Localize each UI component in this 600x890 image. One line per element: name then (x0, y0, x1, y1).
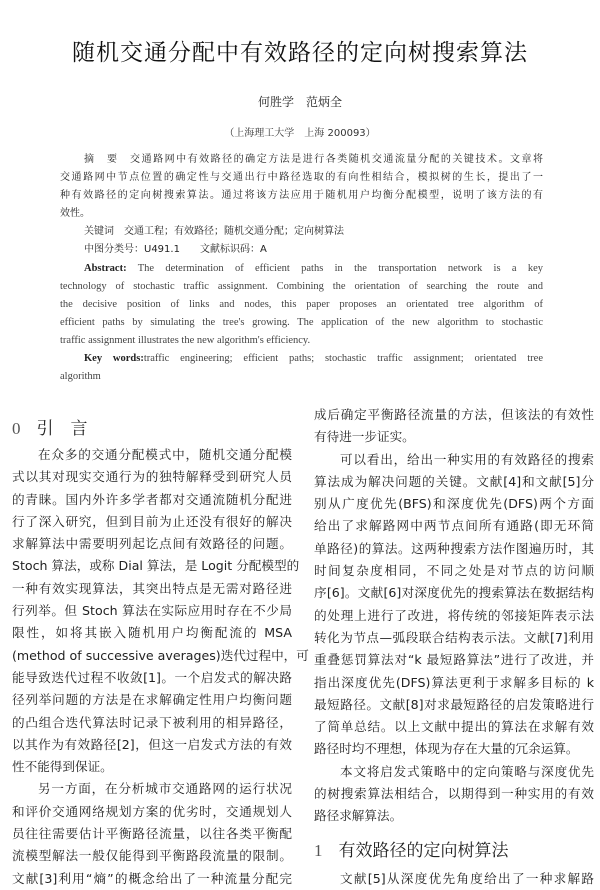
body-line: (method of successive averages)迭代过程中，可 (12, 647, 309, 663)
body-line: 限性，如将其嵌入随机用户均衡配流的 MSA (12, 625, 292, 641)
body-line: 可以看出，给出一种实用的有效路径的搜索 (340, 451, 594, 467)
abstract-line: traffic assignment illustrates the new algorithm's efficiency. (60, 335, 311, 346)
abstract-en (60, 260, 543, 386)
body-line: 文献[5]从深度优先角度给出了一种求解路 (340, 870, 594, 886)
body-line: 指出深度优先(DFS)算法更利于求解多目标的 k (314, 674, 594, 690)
body-line: 的树搜索算法相结合，以期得到一种实用的有效 (314, 786, 594, 802)
left-column (12, 444, 309, 890)
body-line: 能导致迭代过程不收敛[1]。一个启发式的解决路 (12, 669, 292, 685)
body-line: 以其作为有效路径[2]，但这一启发式方法的有效 (12, 736, 292, 752)
authors: 何胜学 范炳全 (257, 95, 342, 109)
right-column (314, 404, 594, 890)
body-line: 路径求解算法。 (314, 808, 403, 824)
section-heading-1: 1 有效路径的定向树算法 (314, 840, 509, 861)
classification: 中图分类号：U491.1 文献标识码：A (84, 244, 267, 255)
affiliation: （上海理工大学 上海 200093） (224, 128, 376, 139)
body-line: 性不能得到保证。 (12, 759, 113, 775)
body-line: 重叠惩罚算法对“k 最短路算法”进行了改进，并 (314, 652, 594, 668)
keywords-en: traffic engineering; efficient paths; stochastic traffic assignment; orientated tree (143, 353, 543, 364)
body-line: 单路径)的算法。这两种搜索方法作图遍历时，其 (314, 540, 594, 556)
body-line: 最短路径。文献[8]对求最短路径的启发策略进行 (314, 696, 594, 712)
body-line: 给出了求解路网中两节点间所有通路(即无环简 (314, 518, 594, 534)
body-line: 的青睐。国内外许多学者都对交通流随机分配进 (12, 491, 292, 507)
body-line: 一种有效实现算法，其突出特点是无需对路径进 (12, 580, 292, 596)
body-line: 径列举问题的方法是在求解确定性用户均衡问题 (12, 692, 292, 708)
body-line: 在众多的交通分配模式中，随机交通分配模 (38, 447, 292, 462)
body-line: 另一方面，在分析城市交通路网的运行状况 (38, 781, 292, 797)
body-line: 序[6]。文献[6]对深度优先的搜索算法在数据结构 (314, 585, 594, 601)
body-line: 文献[3]利用“熵”的概念给出了一种流量分配完 (12, 870, 292, 886)
body-line: 本文将启发式策略中的定向策略与深度优先 (340, 763, 594, 779)
abstract-line: 交通路网中节点位置的确定性与交通出行中路径选取的有向性相结合，模拟树的生长，提出了一 (60, 172, 543, 183)
body-line: 行了深入研究，但到目前为止还没有很好的解决 (12, 513, 292, 529)
body-line: 成后确定平衡路径流量的方法，但该法的有效性 (314, 407, 594, 422)
body-line: 式以其对现实交通行为的独特解释受到研究人员 (12, 469, 292, 485)
body-line: 算法成为解决问题的关键。文献[4]和文献[5]分 (314, 473, 594, 489)
keywords-cn: 关键词 交通工程；有效路径；随机交通分配；定向树算法 (84, 226, 344, 237)
section-heading-introduction: 0 引 言 (12, 419, 88, 439)
body-line: 行列举。但 Stoch 算法在实际应用时存在不少局 (12, 603, 292, 619)
body-line: 的处理上进行了改进，将传统的邻接矩阵表示法 (314, 607, 594, 623)
body-line: 求解算法中需要明列起讫点间有效路径的问题。 (12, 536, 292, 552)
abstract-line: 种有效路径的定向树搜索算法。通过将该方法应用于随机用户均衡分配模型，说明了该方法的有 (60, 190, 543, 201)
abstract-line: the decisive position of links and nodes, this paper proposes an orientated tree algorithm of (60, 299, 543, 310)
body-line: 了简单总结。以上文献中提出的算法在求解有效 (314, 719, 594, 735)
abstract-en-label: Abstract: (84, 263, 127, 274)
body-line: 流模型解法一般仅能得到平衡路段流量的限制。 (12, 848, 292, 864)
paper-title: 随机交通分配中有效路径的定向树搜索算法 (72, 40, 528, 66)
body-line: 转化为节点—弧段联合结构表示法。文献[7]利用 (314, 629, 594, 645)
body-line: 路径时均不理想，体现为存在大量的冗余运算。 (314, 741, 579, 757)
body-line: 时间复杂度相同，不同之处是对节点的访问顺 (314, 563, 594, 579)
abstract-line: technology of stochastic traffic assignment. Combining the orientation of searching the route and (60, 281, 543, 292)
abstract-line: 摘 要 交通路网中有效路径的确定方法是进行各类随机交通流量分配的关键技术。文章将 (84, 154, 543, 165)
body-line: 别从广度优先(BFS)和深度优先(DFS)两个方面 (314, 496, 594, 512)
abstract-line: efficient paths by simulating the tree's growing. The application of the new algorithm to stochastic (60, 317, 543, 328)
body-line: 的凸组合迭代算法时记录下被利用的相异路径， (12, 714, 292, 730)
body-line: Stoch 算法，或称 Dial 算法，是 Logit 分配模型的 (12, 558, 300, 574)
keywords-en: algorithm (60, 371, 101, 382)
abstract-line: 效性。 (60, 208, 90, 219)
abstract-line: The determination of efficient paths in the transportation network is a key (137, 263, 543, 274)
body-line: 有待进一步证实。 (314, 429, 415, 445)
keywords-en-label: Key words: (84, 353, 144, 364)
body-line: 员往往需要估计平衡路径流量，以往各类平衡配 (12, 826, 292, 842)
body-line: 和评价交通网络规划方案的优劣时，交通规划人 (12, 803, 292, 819)
abstract-cn (60, 151, 543, 259)
